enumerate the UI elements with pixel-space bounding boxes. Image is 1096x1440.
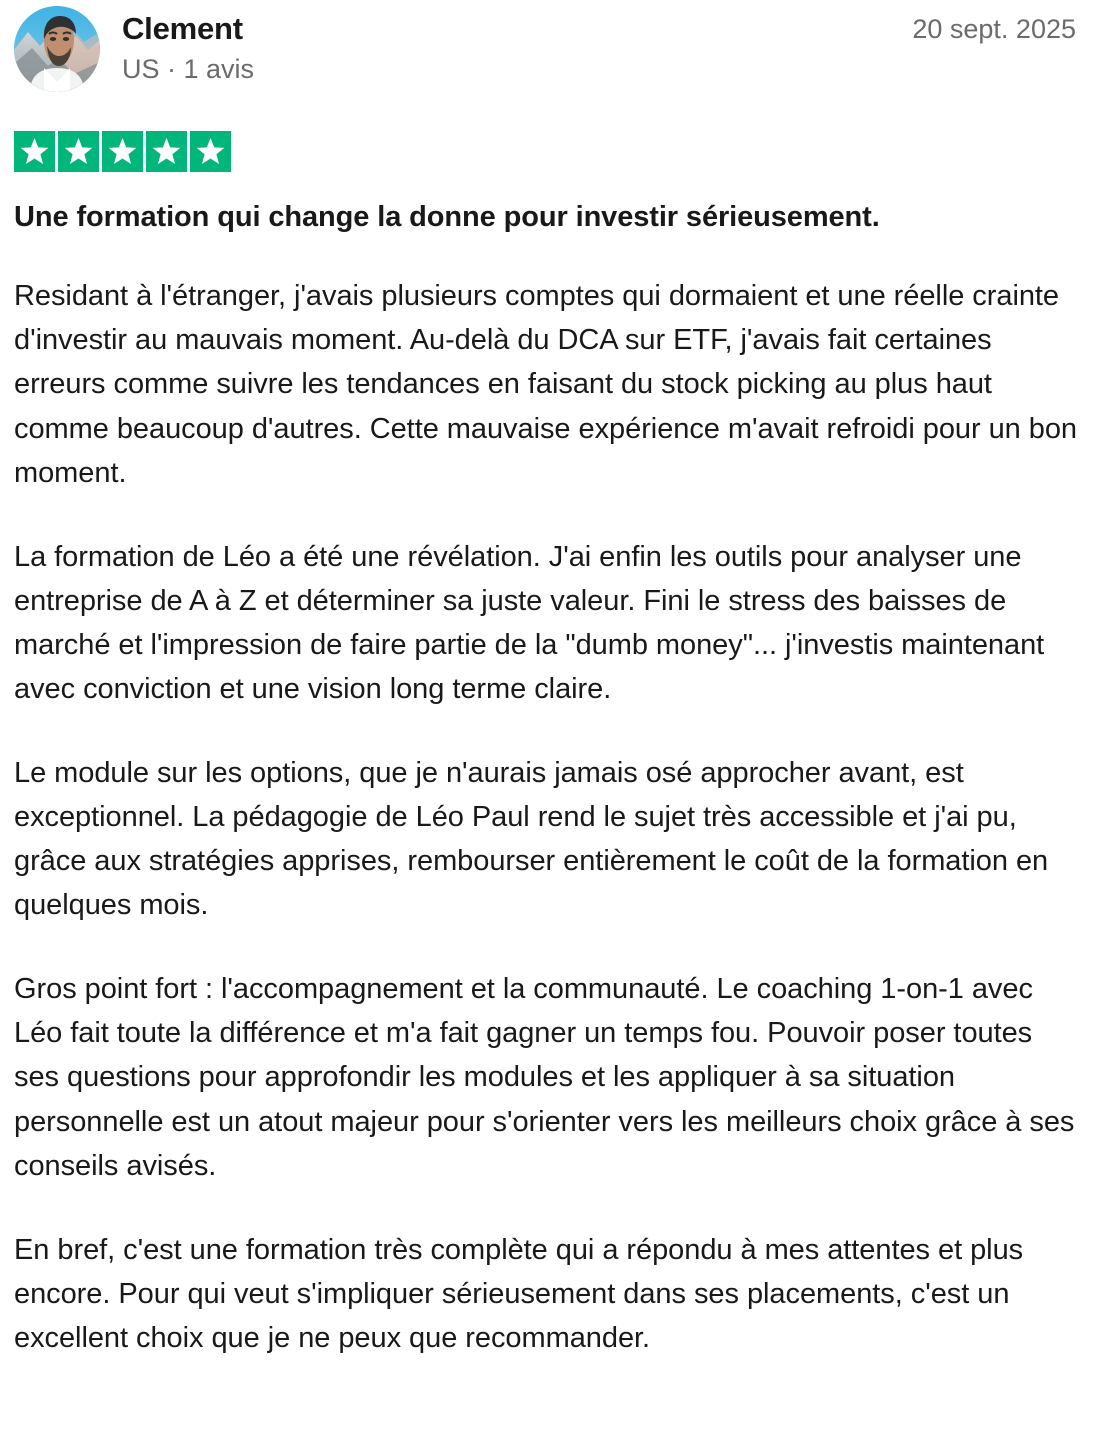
star-icon	[63, 136, 94, 167]
review-body	[0, 198, 1096, 1360]
star-3	[102, 131, 143, 172]
review-paragraph: La formation de Léo a été une révélation. J'ai enfin les outils pour analyser une entreprise de A à Z et déterminer sa juste valeur. Fini le stress des baisses de marché et l'impression de faire partie de la "dumb money"... j'investis maintenant avec conviction et une vision long terme claire.	[14, 540, 1045, 705]
star-5	[190, 131, 231, 172]
avatar	[14, 6, 100, 92]
avatar-photo-icon	[14, 6, 100, 92]
review-header	[0, 0, 1096, 104]
star-icon	[19, 136, 50, 167]
review-date: 20 sept. 2025	[912, 14, 1076, 44]
reviewer-identity	[122, 6, 254, 87]
reviewer-name[interactable]: Clement	[122, 11, 243, 46]
star-icon	[195, 136, 226, 167]
star-icon	[107, 136, 138, 167]
star-1	[14, 131, 55, 172]
star-4	[146, 131, 187, 172]
review-paragraph: Gros point fort : l'accompagnement et la communauté. Le coaching 1-on-1 avec Léo fait toute la différence et m'a fait gagner un temps fou. Pouvoir poser toutes ses questions pour approfondir les modules et les appliquer à sa situation personnelle est un atout majeur pour s'orienter vers les meilleurs choix grâce à ses conseils avisés.	[14, 973, 1075, 1182]
reviewer-meta: US · 1 avis	[122, 53, 255, 84]
review-paragraph: Residant à l'étranger, j'avais plusieurs comptes qui dormaient et une réelle crainte d'investir au mauvais moment. Au-delà du DCA sur ETF, j'avais fait certaines erreurs comme suivre les tendances en faisant du stock picking au plus haut comme beaucoup d'autres. Cette mauvaise expérience m'avait refroidi pour un bon moment.	[14, 280, 1077, 489]
star-rating	[0, 131, 1096, 172]
review-paragraph: Le module sur les options, que je n'aurais jamais osé approcher avant, est exceptionnel. La pédagogie de Léo Paul rend le sujet très accessible et j'ai pu, grâce aux stratégies apprises, rembourser entièrement le coût de la formation en quelques mois.	[14, 756, 1049, 922]
review-paragraph-list	[14, 274, 1082, 1360]
star-icon	[151, 136, 182, 167]
review-title: Une formation qui change la donne pour investir sérieusement.	[14, 201, 880, 233]
star-2	[58, 131, 99, 172]
review-paragraph: En bref, c'est une formation très complète qui a répondu à mes attentes et plus encore. Pour qui veut s'impliquer sérieusement dans ses placements, c'est un excellent choix que je ne peux que recommander.	[14, 1233, 1024, 1354]
